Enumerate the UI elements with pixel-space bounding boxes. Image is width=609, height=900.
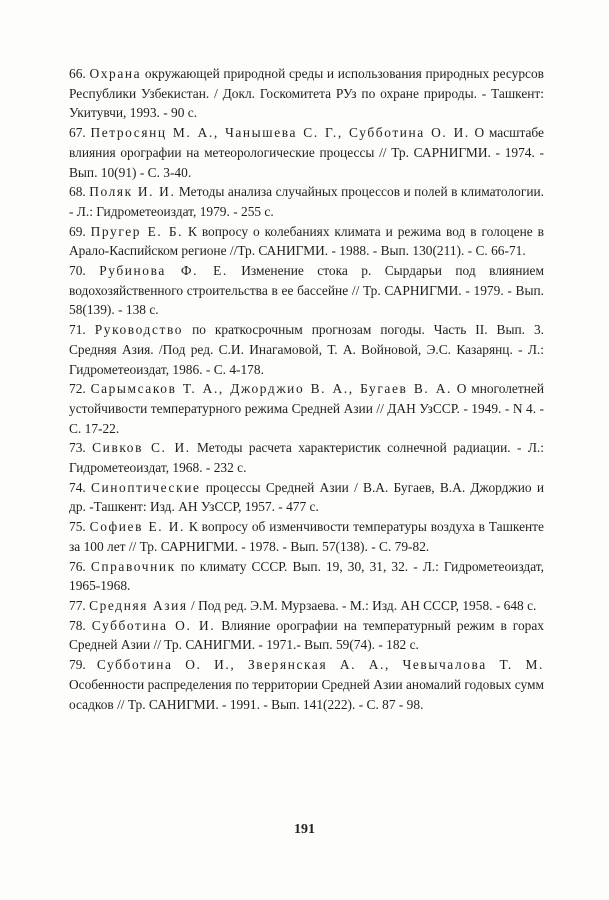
reference-text: О многолетней устойчивости температурного режима Средней Азии // ДАН УзССР. - 1949. - N 4. - С. 17-22. <box>69 381 544 436</box>
reference-entry-68 <box>69 182 544 221</box>
reference-entry-73 <box>69 438 544 477</box>
reference-number: 67. <box>69 125 86 141</box>
reference-author: Сивков С. И. <box>92 440 191 456</box>
reference-text: по краткосрочным прогнозам погоды. Часть II. Вып. 3. Средняя Азия. /Под ред. С.И. Инагамовой, Т. А. Войновой, Э.С. Казарянц. - Л.: Гидрометеоиздат, 1986. - С. 4-178. <box>69 322 544 377</box>
reference-text: О масштабе влияния орографии на метеорологические процессы // Тр. САРНИГМИ. - 1974. - Вып. 10(91) - С. 3-40. <box>69 125 544 180</box>
reference-author: Охрана <box>89 66 142 81</box>
reference-entry-66 <box>69 64 544 123</box>
reference-number: 72. <box>69 381 86 397</box>
reference-number: 73. <box>69 440 86 456</box>
reference-entry-75 <box>69 517 544 556</box>
reference-number: 70. <box>69 263 86 279</box>
page-number: 191 <box>294 822 315 837</box>
reference-author: Субботина О. И. <box>91 617 216 633</box>
reference-text: Влияние орографии на температурный режим в горах Средней Азии // Тр. САНИГМИ. - 1971.- Вып. 59(74). - 182 с. <box>69 617 544 653</box>
reference-number: 71. <box>69 322 86 338</box>
reference-text: / Под ред. Э.М. Мурзаева. - М.: Изд. АН СССР, 1958. - 648 с. <box>191 597 537 613</box>
reference-text: Методы расчета характеристик солнечной радиации. - Л.: Гидрометеоиздат, 1968. - 232 с. <box>69 440 544 476</box>
reference-number: 78. <box>69 617 86 633</box>
reference-number: 79. <box>69 657 86 673</box>
reference-entry-72 <box>69 379 544 438</box>
reference-author: Пругер Е. Б. <box>90 223 184 239</box>
reference-list <box>69 64 544 714</box>
reference-entry-70 <box>69 261 544 320</box>
reference-text: Методы анализа случайных процессов и полей в климатологии. - Л.: Гидрометеоиздат, 1979. - 255 с. <box>69 184 545 219</box>
reference-author: Средняя Азия <box>89 597 188 613</box>
reference-author: Петросянц М. А., Чанышева С. Г., Субботина О. И. <box>90 125 470 141</box>
reference-author: Сарымсаков Т. А., Джорджио В. А., Бугаев В. А. <box>90 381 452 397</box>
reference-number: 75. <box>69 519 86 535</box>
reference-author: Справочник <box>90 558 176 574</box>
reference-number: 76. <box>69 558 86 574</box>
reference-text: Особенности распределения по территории Средней Азии аномалий годовых сумм осадков // Тр. САНИГМИ. - 1991. - Вып. 141(222). - С. 87 - 98. <box>69 676 544 712</box>
reference-author: Поляк И. И. <box>89 184 176 200</box>
reference-number: 77. <box>69 597 86 613</box>
reference-number: 69. <box>69 223 86 239</box>
reference-entry-71 <box>69 320 544 379</box>
reference-number: 68. <box>69 184 86 200</box>
reference-author: Софиев Е. И. <box>89 519 185 535</box>
reference-entry-78 <box>69 616 544 655</box>
reference-author: Субботина О. И., Зверянская А. А., Чевычалова Т. М. <box>96 657 544 673</box>
reference-text: по климату СССР. Вып. 19, 30, 31, 32. - Л.: Гидрометеоиздат, 1965-1968. <box>69 558 544 594</box>
reference-number: 74. <box>69 479 86 495</box>
reference-entry-76 <box>69 557 544 596</box>
reference-text: К вопросу о колебаниях климата и режима вод в голоцене в Арало-Каспийском регионе //Тр. САНИГМИ. - 1988. - Вып. 130(211). - С. 66-71. <box>69 223 544 259</box>
reference-author: Руководство <box>94 322 184 338</box>
reference-entry-67 <box>69 123 544 182</box>
reference-text: окружающей природной среды и использования природных ресурсов Республики Узбекистан. / Докл. Госкомитета РУз по охране природы. - Ташкент: Укитувчи, 1993. - 90 с. <box>69 66 544 121</box>
reference-entry-79 <box>69 655 544 714</box>
reference-number: 66. <box>69 66 86 81</box>
reference-entry-77 <box>69 596 544 616</box>
reference-entry-74 <box>69 478 544 517</box>
reference-author: Синоптические <box>90 479 201 495</box>
reference-entry-69 <box>69 222 544 261</box>
reference-text: процессы Средней Азии / В.А. Бугаев, В.А. Джорджио и др. -Ташкент: Изд. АН УзССР, 1957. - 477 с. <box>69 479 544 515</box>
reference-author: Рубинова Ф. Е. <box>99 263 228 279</box>
reference-text: К вопросу об изменчивости температуры воздуха в Ташкенте за 100 лет // Тр. САРНИГМИ. - 1978. - Вып. 57(138). - С. 79-82. <box>69 519 544 554</box>
reference-text: Изменение стока р. Сырдарьи под влиянием водохозяйственного строительства в ее бассейне // Тр. САРНИГМИ. - 1979. - Вып. 58(139). - 138 с. <box>69 263 544 318</box>
